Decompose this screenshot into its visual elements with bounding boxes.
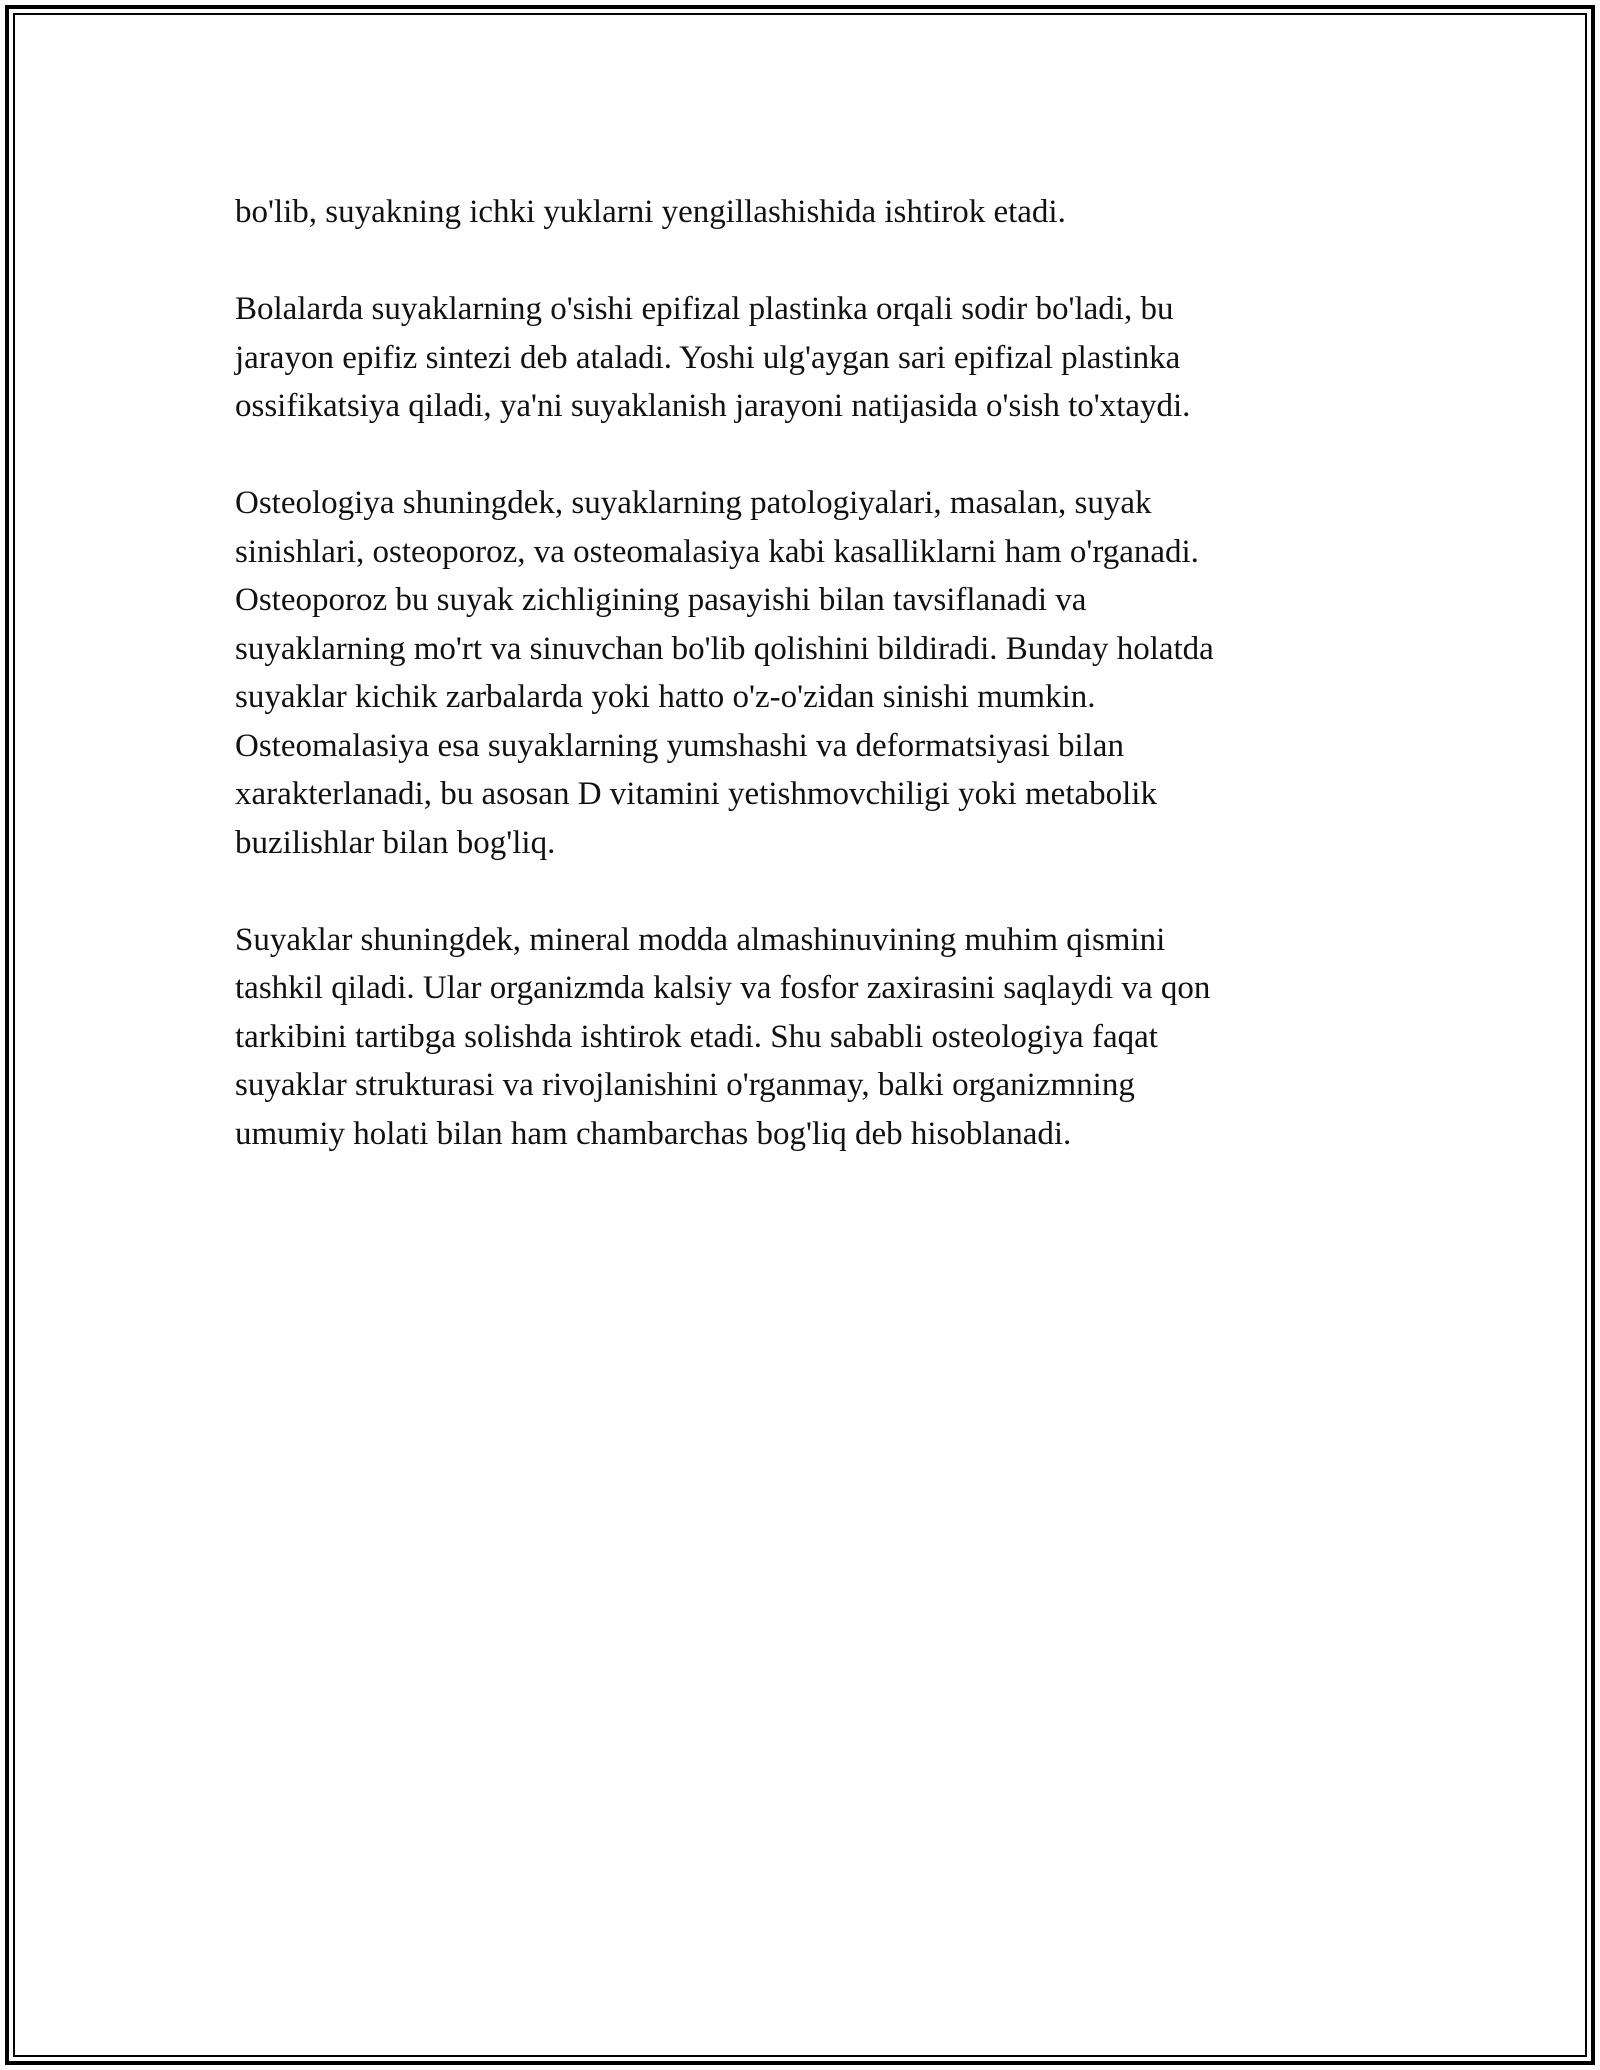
paragraph-3: [235, 479, 1365, 867]
text-line: jarayon epifiz sintezi deb ataladi. Yoshi ulg'aygan sari epifizal plastinka: [235, 339, 1181, 376]
text-line: xarakterlanadi, bu asosan D vitamini yetishmovchiligi yoki metabolik: [235, 776, 1157, 812]
document-body: [235, 188, 1365, 1207]
text-line: Osteoporoz bu suyak zichligining pasayishi bilan tavsiflanadi va: [235, 582, 1087, 618]
text-line: Osteologiya shuningdek, suyaklarning patologiyalari, masalan, suyak: [235, 485, 1152, 521]
text-line: bo'lib, suyakning ichki yuklarni yengillashishida ishtirok etadi.: [235, 194, 1066, 230]
text-line: suyaklar kichik zarbalarda yoki hatto o'z-o'zidan sinishi mumkin.: [235, 679, 1096, 715]
text-line: ossifikatsiya qiladi, ya'ni suyaklanish jarayoni natijasida o'sish to'xtaydi.: [235, 388, 1191, 424]
text-line: suyaklar strukturasi va rivojlanishini o'rganmay, balki organizmning: [235, 1067, 1135, 1103]
text-line: umumiy holati bilan ham chambarchas bog'liq deb hisoblanadi.: [235, 1115, 1072, 1152]
text-line: suyaklarning mo'rt va sinuvchan bo'lib qolishini bildiradi. Bunday holatda: [235, 630, 1214, 667]
paragraph-4: [235, 916, 1365, 1159]
paragraph-1: [235, 188, 1365, 237]
paragraph-2: [235, 285, 1365, 431]
text-line: Osteomalasiya esa suyaklarning yumshashi va deformatsiyasi bilan: [235, 727, 1124, 764]
text-line: tarkibini tartibga solishda ishtirok etadi. Shu sababli osteologiya faqat: [235, 1018, 1158, 1055]
text-line: buzilishlar bilan bog'liq.: [235, 824, 556, 861]
text-line: Suyaklar shuningdek, mineral modda almashinuvining muhim qismini: [235, 921, 1166, 958]
text-line: Bolalarda suyaklarning o'sishi epifizal plastinka orqali sodir bo'ladi, bu: [235, 291, 1174, 327]
text-line: sinishlari, osteoporoz, va osteomalasiya kabi kasalliklarni ham o'rganadi.: [235, 533, 1199, 570]
text-line: tashkil qiladi. Ular organizmda kalsiy va fosfor zaxirasini saqlaydi va qon: [235, 970, 1211, 1006]
